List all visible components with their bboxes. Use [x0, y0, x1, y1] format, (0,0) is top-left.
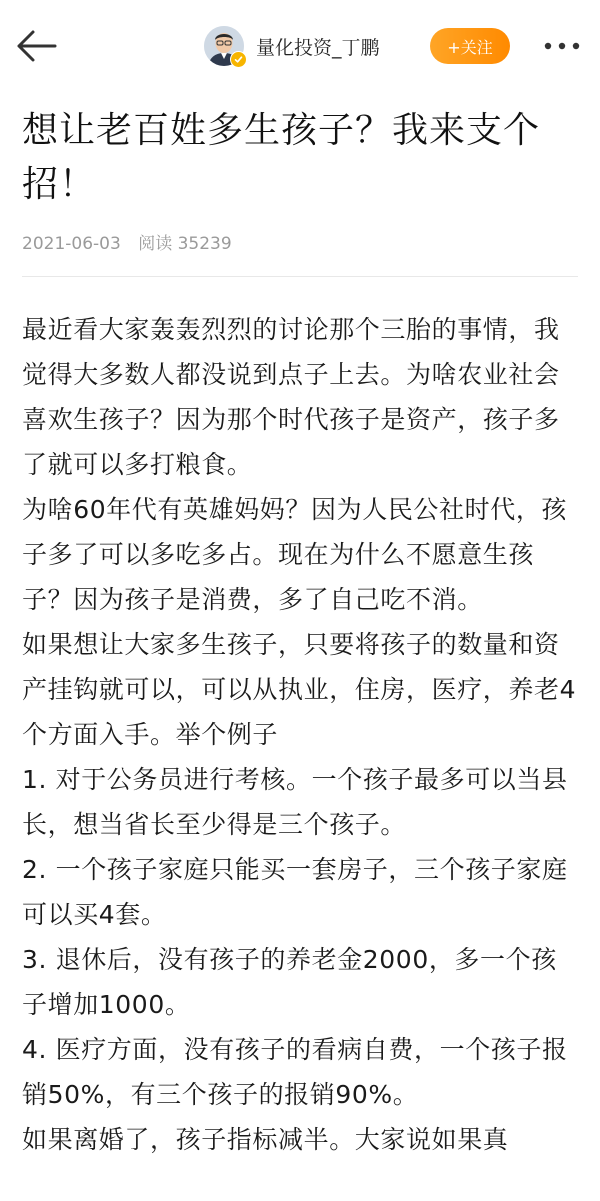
more-dots-icon [542, 41, 582, 51]
paragraph: 最近看大家轰轰烈烈的讨论那个三胎的事情，我觉得大多数人都没说到点子上去。为啥农业社会喜欢生孩子？因为那个时代孩子是资产，孩子多了就可以多打粮食。 [22, 315, 560, 479]
read-count: 阅读 35239 [138, 234, 232, 254]
back-button[interactable] [10, 22, 62, 70]
verified-badge-icon [230, 51, 247, 68]
article-body [22, 307, 582, 1162]
list-item: 4. 医疗方面，没有孩子的看病自费，一个孩子报销50%，有三个孩子的报销90%。 [22, 1035, 568, 1109]
list-item: 3. 退休后，没有孩子的养老金2000，多一个孩子增加1000。 [22, 945, 557, 1019]
list-item: 2. 一个孩子家庭只能买一套房子，三个孩子家庭可以买4套。 [22, 855, 568, 929]
article-title: 想让老百姓多生孩子？我来支个招！ [22, 110, 541, 205]
avatar-container[interactable] [204, 26, 244, 66]
follow-button[interactable]: +关注 [430, 28, 510, 64]
more-button[interactable] [540, 28, 584, 64]
top-bar [0, 0, 600, 90]
paragraph: 如果想让大家多生孩子，只要将孩子的数量和资产挂钩就可以，可以从执业，住房，医疗，养老4个方面入手。举个例子 [22, 630, 577, 749]
author-info[interactable] [204, 24, 380, 68]
article-meta [22, 229, 232, 254]
arrow-left-icon [15, 29, 57, 63]
publish-date: 2021-06-03 [22, 234, 121, 254]
divider [22, 276, 578, 277]
author-name[interactable]: 量化投资_丁鹏 [256, 36, 380, 59]
list-item: 1. 对于公务员进行考核。一个孩子最多可以当县长，想当省长至少得是三个孩子。 [22, 765, 568, 839]
paragraph: 如果离婚了，孩子指标减半。大家说如果真 [22, 1125, 509, 1154]
paragraph: 为啥60年代有英雄妈妈？因为人民公社时代，孩子多了可以多吃多占。现在为什么不愿意生孩子？因为孩子是消费，多了自己吃不消。 [22, 495, 568, 614]
